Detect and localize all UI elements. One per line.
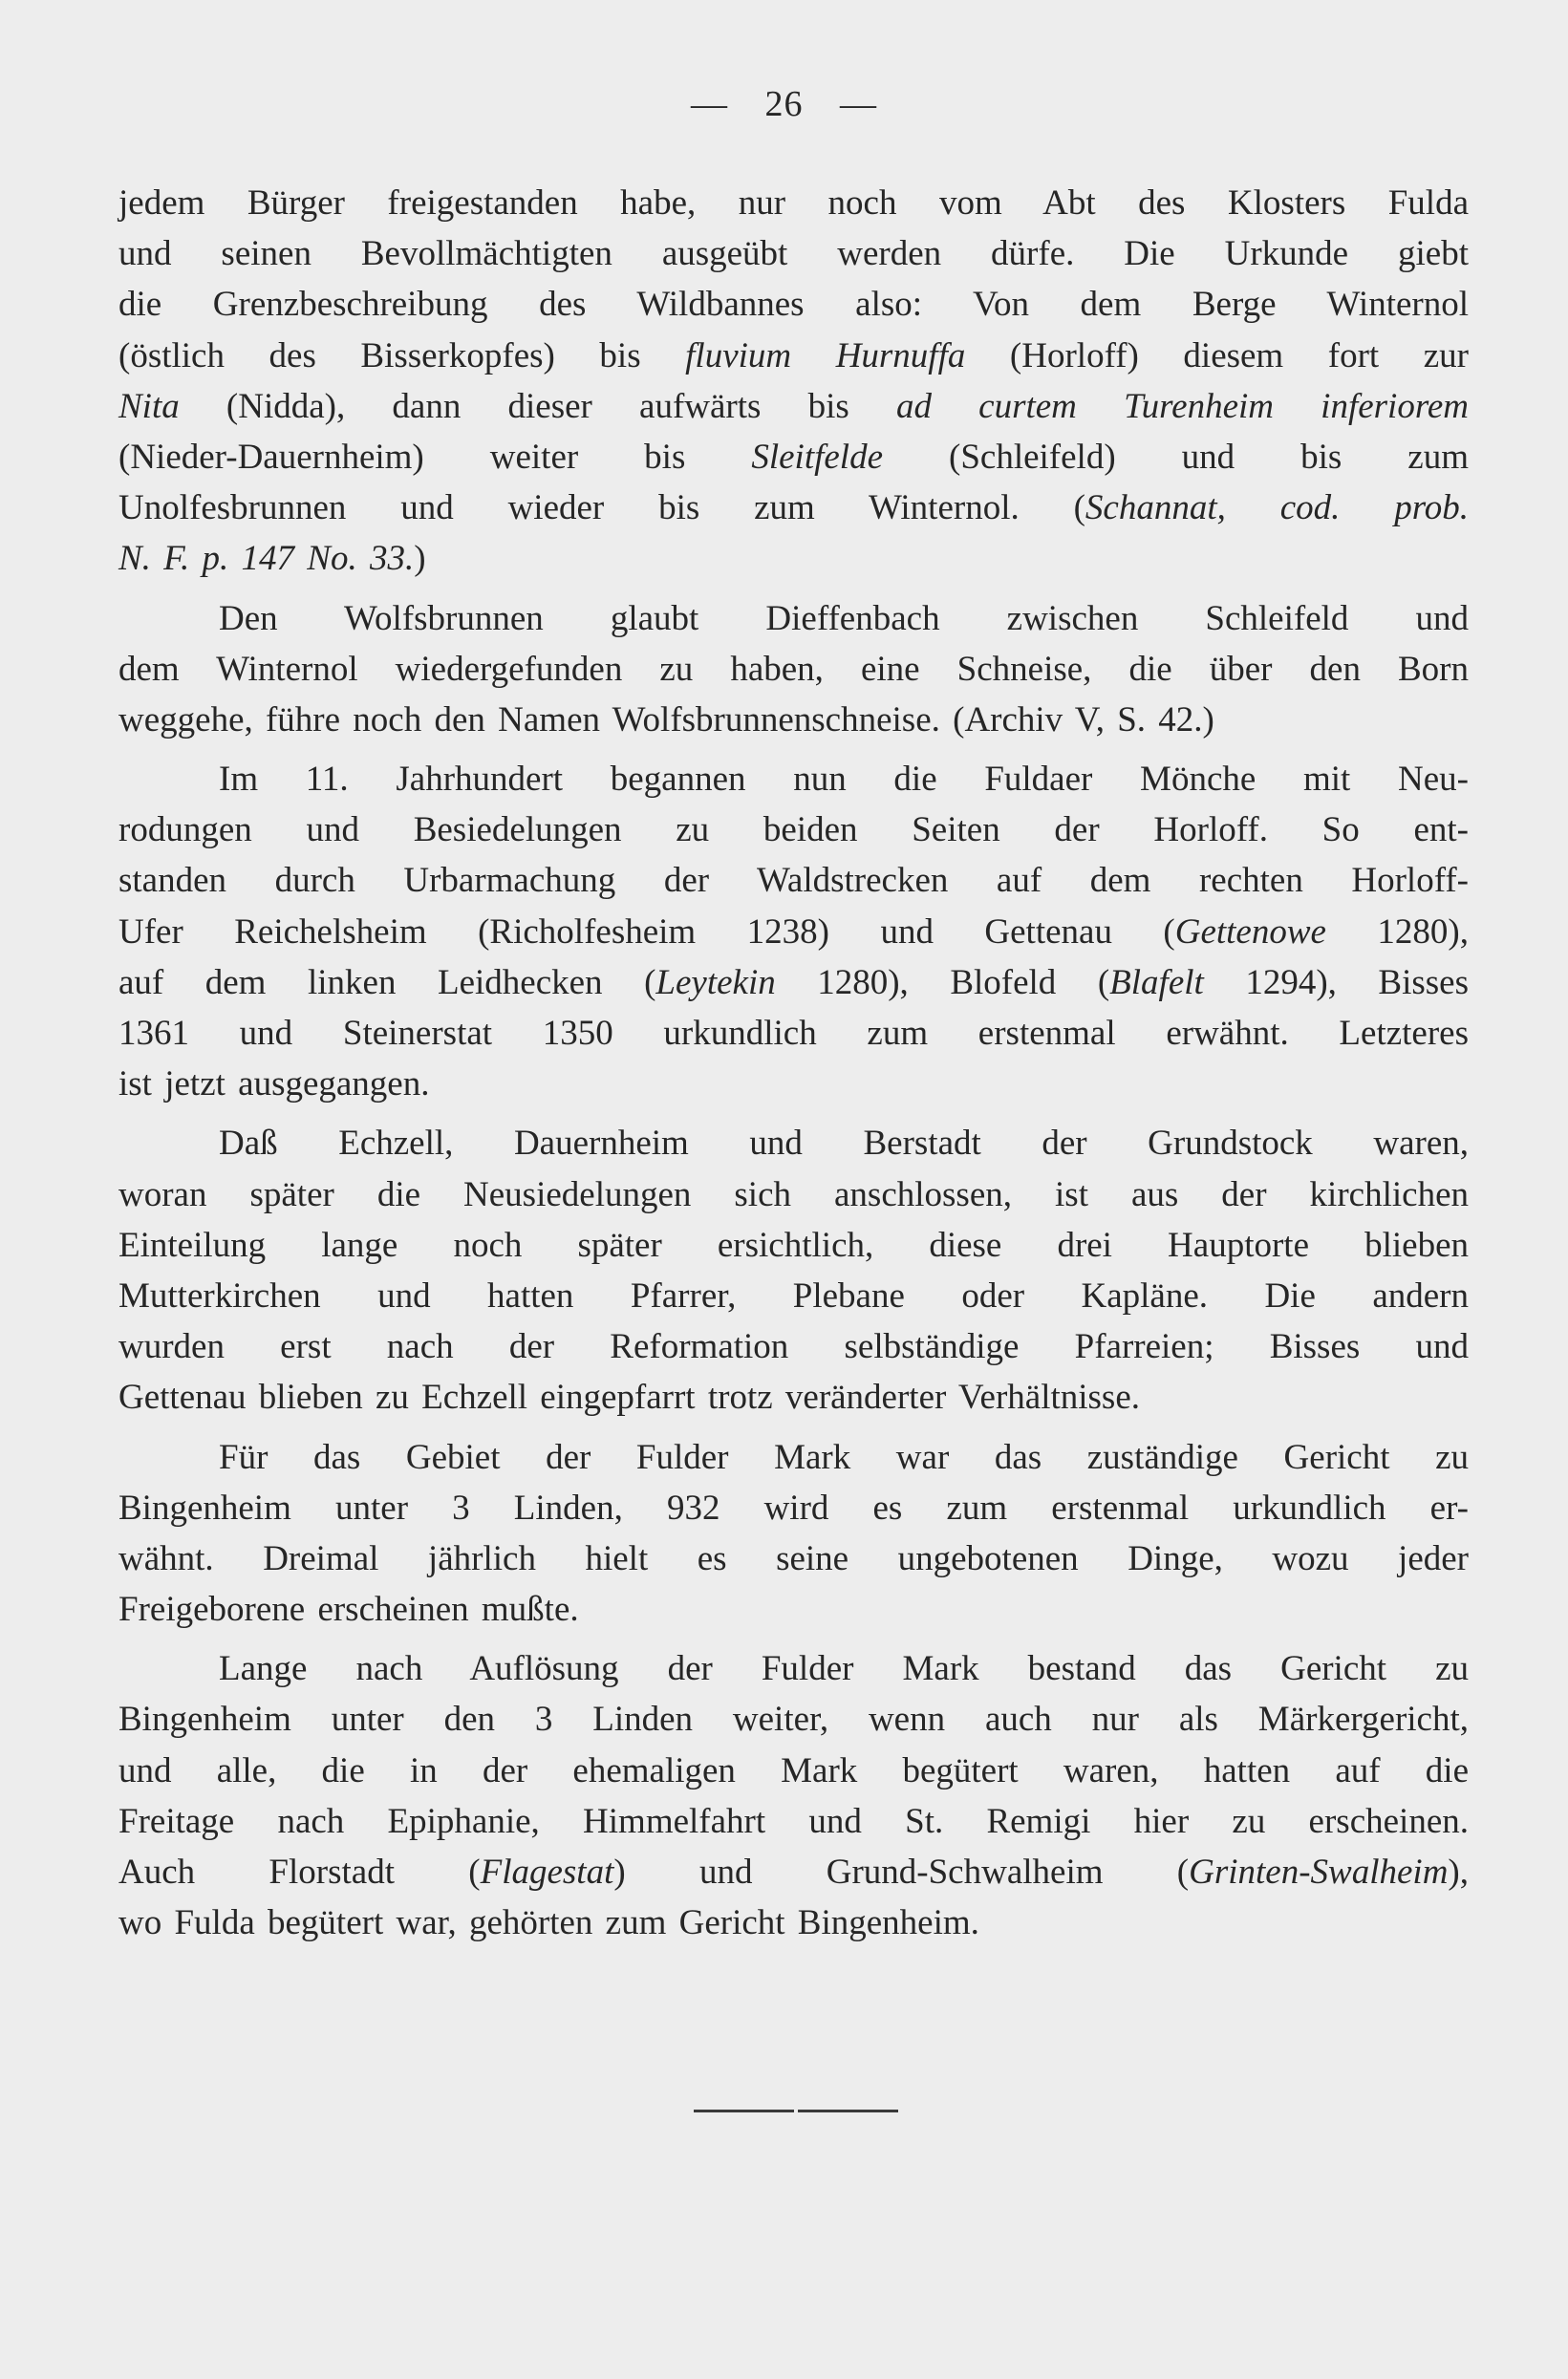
paragraph: [118, 1118, 1469, 1423]
text-line: [118, 754, 1469, 804]
text-segment: und seinen Bevollmächtigten ausgeübt werden dürfe. Die Urkunde giebt: [118, 234, 1469, 274]
text-line: [118, 1847, 1469, 1897]
text-segment: standen durch Urbarmachung der Waldstrecken auf dem rechten Horloff-: [118, 861, 1469, 901]
text-line: [118, 907, 1469, 957]
text-segment: rodungen und Besiedelungen zu beiden Seiten der Horloff. So ent-: [118, 810, 1469, 850]
text-segment: 1280),: [1325, 911, 1469, 952]
text-segment: ),: [1448, 1853, 1469, 1892]
text-line: [118, 228, 1469, 279]
text-segment: ist jetzt ausgegangen.: [118, 1064, 430, 1104]
text-line: [118, 1694, 1469, 1745]
text-segment: und alle, die in der ehemaligen Mark begütert waren, hatten auf die: [118, 1750, 1469, 1790]
text-line: [118, 1483, 1469, 1533]
text-segment: 1294), Bisses: [1203, 962, 1469, 1002]
text-segment: Freitage nach Epiphanie, Himmelfahrt und St. Remigi hier zu erscheinen.: [118, 1801, 1469, 1841]
italic-text: Sleitfelde: [751, 437, 884, 477]
text-line: [118, 1220, 1469, 1271]
footnote-separator: [694, 2110, 898, 2113]
text-segment: Bingenheim unter 3 Linden, 932 wird es zum erstenmal urkundlich er-: [118, 1488, 1469, 1528]
text-line: [118, 804, 1469, 855]
text-segment: Für das Gebiet der Fulder Mark war das zuständige Gericht zu: [219, 1437, 1469, 1477]
text-segment: (Schleifeld) und bis zum: [883, 437, 1469, 477]
paragraph: [118, 178, 1469, 585]
text-line: [118, 1169, 1469, 1220]
text-segment: (Horloff) diesem fort zur: [965, 335, 1469, 375]
italic-text: Blafelt: [1109, 962, 1204, 1002]
text-segment: Einteilung lange noch später ersichtlich, diese drei Hauptorte blieben: [118, 1225, 1469, 1265]
text-line: [118, 593, 1469, 644]
paragraph: [118, 593, 1469, 746]
text-segment: Gettenau blieben zu Echzell eingepfarrt trotz veränderter Verhältnisse.: [118, 1378, 1141, 1418]
text-segment: Daß Echzell, Dauernheim und Berstadt der Grundstock waren,: [219, 1124, 1469, 1164]
text-segment: jedem Bürger freigestanden habe, nur noch vom Abt des Klosters Fulda: [118, 183, 1469, 223]
italic-text: Leytekin: [655, 962, 776, 1002]
italic-text: Schannat, cod. prob.: [1085, 488, 1469, 528]
text-line: [118, 957, 1469, 1008]
text-segment: Im 11. Jahrhundert begannen nun die Fuldaer Mönche mit Neu-: [219, 760, 1469, 800]
text-segment: woran später die Neusiedelungen sich anschlossen, ist aus der kirchlichen: [118, 1174, 1469, 1214]
body-text: [118, 178, 1469, 1957]
text-line: [118, 644, 1469, 695]
text-line: [118, 482, 1469, 533]
text-segment: dem Winternol wiedergefunden zu haben, eine Schneise, die über den Born: [118, 649, 1469, 689]
separator-rule-right: [798, 2110, 898, 2112]
text-line: [118, 1118, 1469, 1168]
text-segment: Bingenheim unter den 3 Linden weiter, wenn auch nur als Märkergericht,: [118, 1700, 1469, 1740]
text-segment: 1361 und Steinerstat 1350 urkundlich zum erstenmal erwähnt. Letzteres: [118, 1014, 1469, 1053]
text-line: [118, 1321, 1469, 1372]
italic-text: Gettenowe: [1174, 911, 1326, 952]
text-line: [118, 533, 1469, 584]
italic-text: N. F. p. 147 No. 33.: [118, 539, 415, 579]
text-line: [118, 1897, 1469, 1948]
text-segment: 1280), Blofeld (: [775, 962, 1110, 1002]
text-line: [118, 1533, 1469, 1584]
text-segment: Den Wolfsbrunnen glaubt Dieffenbach zwischen Schleifeld und: [219, 598, 1469, 638]
paragraph: [118, 754, 1469, 1109]
italic-text: Flagestat: [480, 1853, 614, 1892]
text-line: [118, 1796, 1469, 1847]
text-line: [118, 1008, 1469, 1059]
text-segment: die Grenzbeschreibung des Wildbannes also: Von dem Berge Winternol: [118, 285, 1469, 325]
separator-rule-left: [694, 2110, 794, 2112]
text-segment: Ufer Reichelsheim (Richolfesheim 1238) und Gettenau (: [118, 911, 1175, 952]
text-segment: weggehe, führe noch den Namen Wolfsbrunnenschneise. (Archiv V, S. 42.): [118, 699, 1214, 739]
text-line: [118, 1372, 1469, 1423]
text-segment: ): [414, 539, 426, 579]
paragraph: [118, 1643, 1469, 1948]
text-line: [118, 855, 1469, 906]
text-segment: Lange nach Auflösung der Fulder Mark bestand das Gericht zu: [219, 1649, 1469, 1689]
text-segment: Mutterkirchen und hatten Pfarrer, Plebane oder Kapläne. Die andern: [118, 1275, 1469, 1316]
text-line: [118, 1271, 1469, 1321]
text-segment: Freigeborene erscheinen mußte.: [118, 1590, 579, 1630]
italic-text: ad curtem Turenheim inferiorem: [895, 386, 1470, 426]
italic-text: Nita: [118, 386, 180, 426]
paragraph: [118, 1432, 1469, 1636]
text-line: [118, 178, 1469, 228]
text-segment: wurden erst nach der Reformation selbständige Pfarreien; Bisses und: [118, 1327, 1469, 1367]
text-line: [118, 1643, 1469, 1694]
text-line: [118, 695, 1469, 745]
text-line: [118, 1059, 1469, 1109]
text-line: [118, 279, 1469, 330]
text-segment: (Nidda), dann dieser aufwärts bis: [179, 386, 896, 426]
page-number: — 26 —: [691, 84, 877, 124]
text-segment: (östlich des Bisserkopfes) bis: [118, 335, 686, 375]
text-segment: auf dem linken Leidhecken (: [118, 962, 656, 1002]
text-segment: wo Fulda begütert war, gehörten zum Gericht Bingenheim.: [118, 1903, 979, 1943]
italic-text: fluvium Hurnuffa: [685, 335, 966, 375]
text-line: [118, 432, 1469, 482]
text-segment: ) und Grund-Schwalheim (: [613, 1853, 1190, 1892]
text-segment: wähnt. Dreimal jährlich hielt es seine ungebotenen Dinge, wozu jeder: [118, 1538, 1469, 1578]
text-segment: Auch Florstadt (: [118, 1853, 481, 1892]
text-segment: (Nieder-Dauernheim) weiter bis: [118, 437, 752, 477]
text-line: [118, 1746, 1469, 1796]
italic-text: Grinten-Swalheim: [1189, 1853, 1449, 1892]
text-segment: Unolfesbrunnen und wieder bis zum Winternol. (: [118, 488, 1085, 528]
text-line: [118, 331, 1469, 381]
text-line: [118, 1584, 1469, 1635]
text-line: [118, 381, 1469, 432]
text-line: [118, 1432, 1469, 1483]
